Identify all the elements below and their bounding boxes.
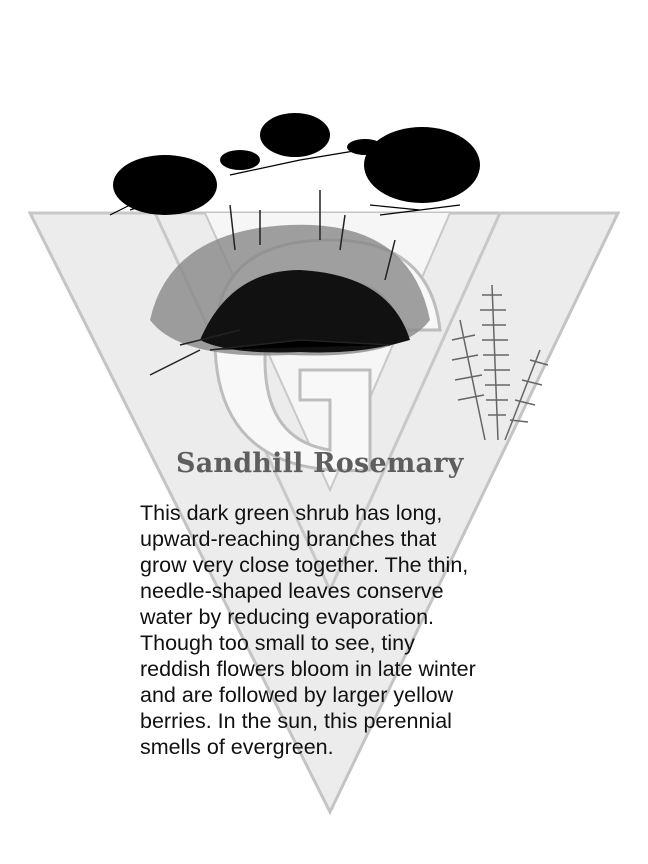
page-title: Sandhill Rosemary	[176, 448, 464, 479]
description-line: upward-reaching branches that	[140, 527, 437, 551]
background-shrubs-icon	[113, 113, 480, 215]
description-line: water by reducing evaporation.	[140, 605, 435, 629]
description-line: This dark green shrub has long,	[140, 501, 443, 525]
description-line: smells of evergreen.	[140, 735, 334, 759]
description-line: and are followed by larger yellow	[140, 683, 454, 707]
description-line: needle-shaped leaves conserve	[140, 579, 444, 603]
description-paragraph	[140, 500, 540, 760]
description-line: grow very close together. The thin,	[140, 553, 469, 577]
main-shrub-icon	[150, 190, 430, 375]
description-line: Though too small to see, tiny	[140, 631, 415, 655]
description-line: reddish flowers bloom in late winter	[140, 657, 476, 681]
description-line: berries. In the sun, this perennial	[140, 709, 452, 733]
rosemary-sprig-icon	[452, 285, 548, 440]
